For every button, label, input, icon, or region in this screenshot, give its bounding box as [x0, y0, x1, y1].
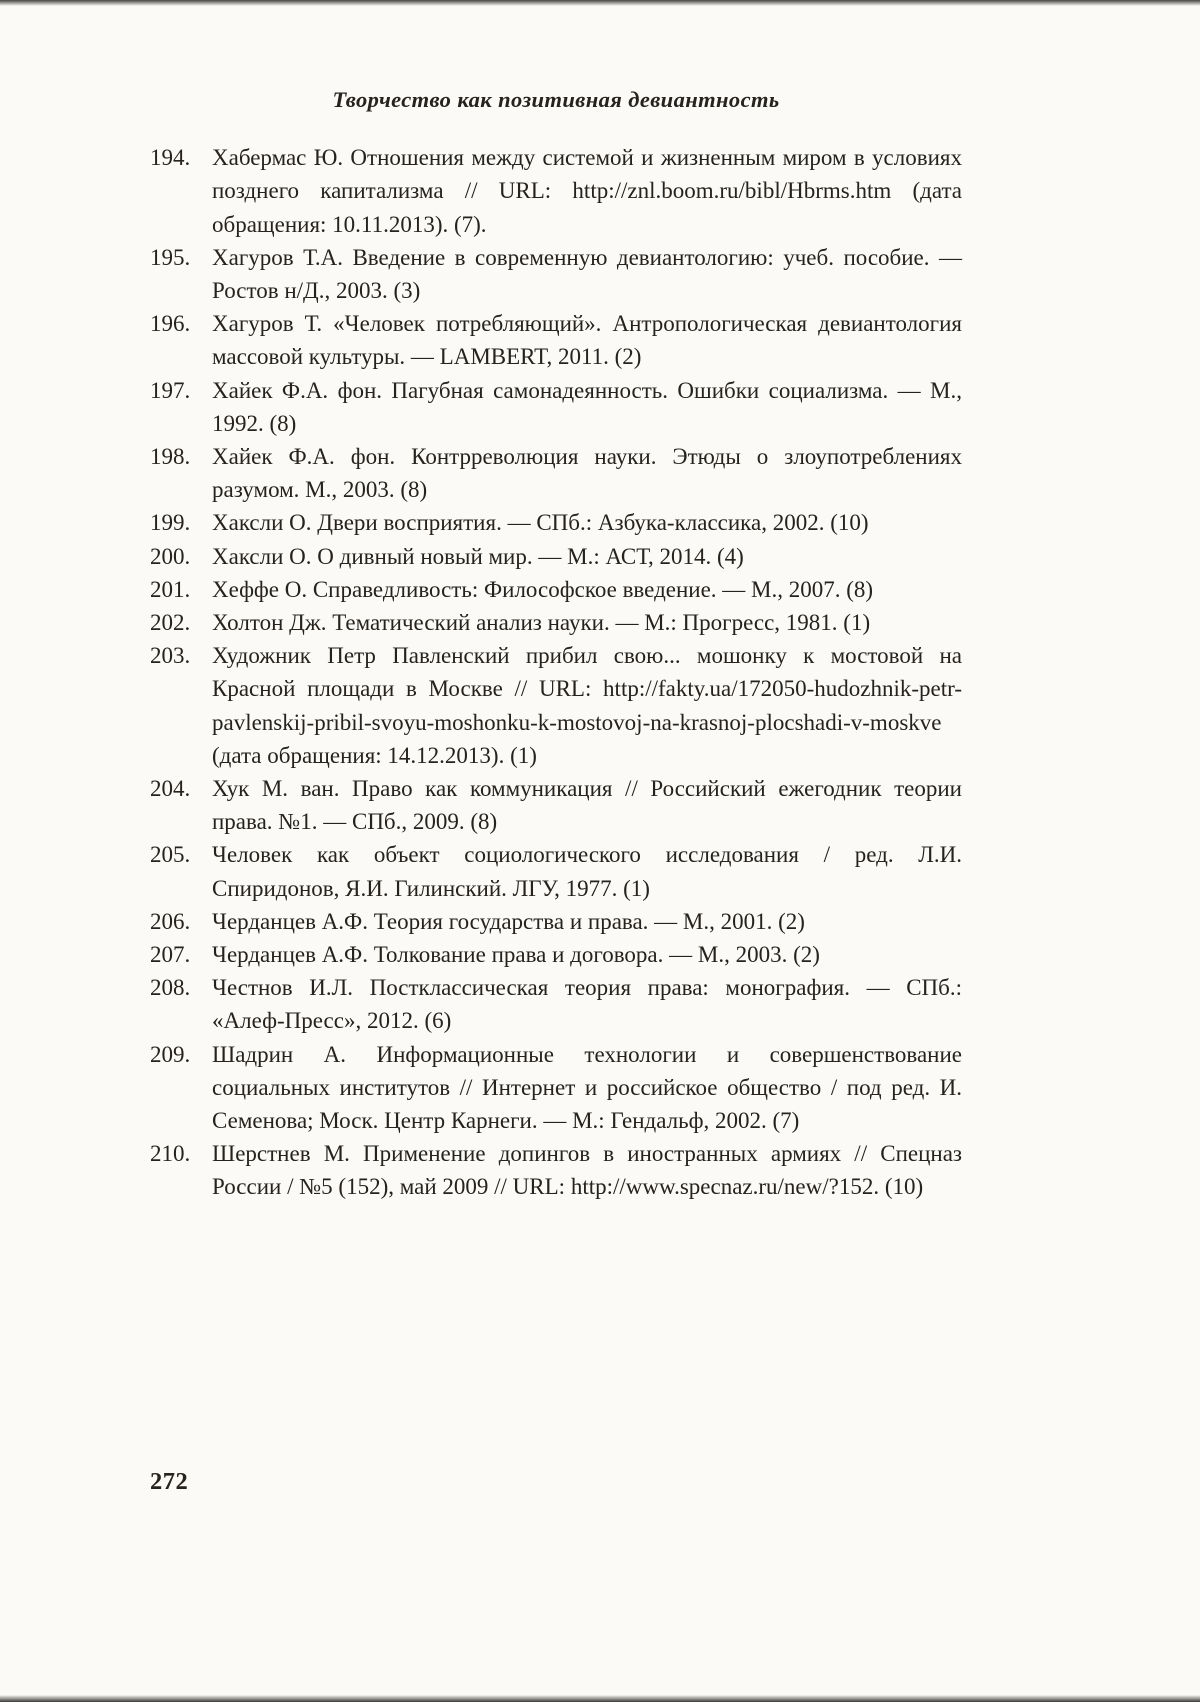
entry-number: 206.	[150, 908, 191, 934]
bibliography-entry	[150, 241, 962, 307]
bibliography-entry	[150, 374, 962, 440]
bibliography-entry	[150, 141, 962, 241]
bibliography-entry	[150, 971, 962, 1037]
entry-text: Честнов И.Л. Постклассическая теория права: монография. — СПб.: «Алеф-Пресс», 2012. (6)	[212, 975, 962, 1034]
bibliography-entry	[150, 905, 962, 938]
bibliography-entry	[150, 639, 962, 772]
bibliography-entry	[150, 1137, 962, 1203]
entry-number: 210.	[150, 1141, 191, 1167]
entry-number: 204.	[150, 775, 191, 801]
entry-text: Хеффе О. Справедливость: Философское введение. — М., 2007. (8)	[212, 576, 874, 602]
entry-number: 194.	[150, 145, 191, 171]
entry-number: 209.	[150, 1041, 191, 1067]
bibliography-entry	[150, 838, 962, 904]
entry-text: Человек как объект социологического исследования / ред. Л.И. Спиридонов, Я.И. Гилинский. ЛГУ, 1977. (1)	[212, 842, 962, 901]
entry-number: 197.	[150, 377, 191, 403]
entry-number: 202.	[150, 609, 191, 635]
bibliography-entry	[150, 506, 962, 539]
bibliography-entry	[150, 1038, 962, 1138]
entry-text: Холтон Дж. Тематический анализ науки. — М.: Прогресс, 1981. (1)	[212, 609, 871, 635]
bibliography-entry	[150, 540, 962, 573]
entry-text: Хабермас Ю. Отношения между системой и жизненным миром в условиях позднего капитализма // URL: http://znl.boom.ru/bibl/Hbrms.htm (дата обращения: 10.11.2013). (7).	[212, 145, 962, 237]
entry-number: 200.	[150, 543, 191, 569]
entry-text: Хаксли О. О дивный новый мир. — М.: АСТ, 2014. (4)	[212, 543, 744, 569]
entry-number: 208.	[150, 975, 191, 1001]
bibliography-list	[150, 141, 962, 1204]
entry-number: 203.	[150, 643, 191, 669]
entry-number: 198.	[150, 443, 191, 469]
entry-text: Художник Петр Павленский прибил свою... мошонку к мостовой на Красной площади в Москве // URL: http://fakty.ua/172050-hudozhnik-petr-pavlenskij-pribil-svoyu-moshonku-k-mostovoj-na-krasnoj-plocshadi-v-moskve (дата обращения: 14.12.2013). (1)	[212, 643, 962, 768]
entry-text: Шадрин А. Информационные технологии и совершенствование социальных институтов // Интернет и российское общество / под ред. И. Семенова; Моск. Центр Карнеги. — М.: Гендальф, 2002. (7)	[212, 1041, 962, 1134]
entry-text: Шерстнев М. Применение допингов в иностранных армиях // Спецназ России / №5 (152), май 2009 // URL: http://www.specnaz.ru/new/?152. (10)	[212, 1141, 962, 1200]
entry-text: Хаксли О. Двери восприятия. — СПб.: Азбука-классика, 2002. (10)	[212, 510, 869, 536]
scan-artifact-bottom	[0, 1695, 1200, 1702]
entry-text: Хайек Ф.А. фон. Пагубная самонадеянность. Ошибки социализма. — М., 1992. (8)	[212, 377, 962, 436]
page-content	[150, 0, 962, 1495]
entry-text: Черданцев А.Ф. Толкование права и договора. — М., 2003. (2)	[212, 942, 820, 967]
bibliography-entry	[150, 606, 962, 639]
page-number: 272	[150, 1468, 189, 1495]
entry-number: 205.	[150, 842, 191, 868]
entry-text: Черданцев А.Ф. Теория государства и права. — М., 2001. (2)	[212, 908, 805, 934]
running-header: Творчество как позитивная девиантность	[332, 87, 780, 112]
entry-number: 201.	[150, 576, 191, 602]
bibliography-entry	[150, 440, 962, 506]
entry-number: 196.	[150, 311, 191, 337]
bibliography-entry	[150, 938, 962, 971]
entry-number: 207.	[150, 942, 191, 967]
entry-text: Хагуров Т. «Человек потребляющий». Антропологическая девиантология массовой культуры. — LAMBERT, 2011. (2)	[212, 311, 962, 370]
entry-text: Хук М. ван. Право как коммуникация // Российский ежегодник теории права. №1. — СПб., 2009. (8)	[212, 775, 962, 835]
entry-text: Хайек Ф.А. фон. Контрреволюция науки. Этюды о злоупотреблениях разумом. М., 2003. (8)	[212, 443, 962, 503]
entry-text: Хагуров Т.А. Введение в современную девиантологию: учеб. пособие. — Ростов н/Д., 2003. (3)	[212, 244, 962, 303]
bibliography-entry	[150, 307, 962, 373]
bibliography-entry	[150, 772, 962, 838]
entry-number: 195.	[150, 244, 191, 270]
bibliography-entry	[150, 573, 962, 606]
entry-number: 199.	[150, 510, 191, 536]
